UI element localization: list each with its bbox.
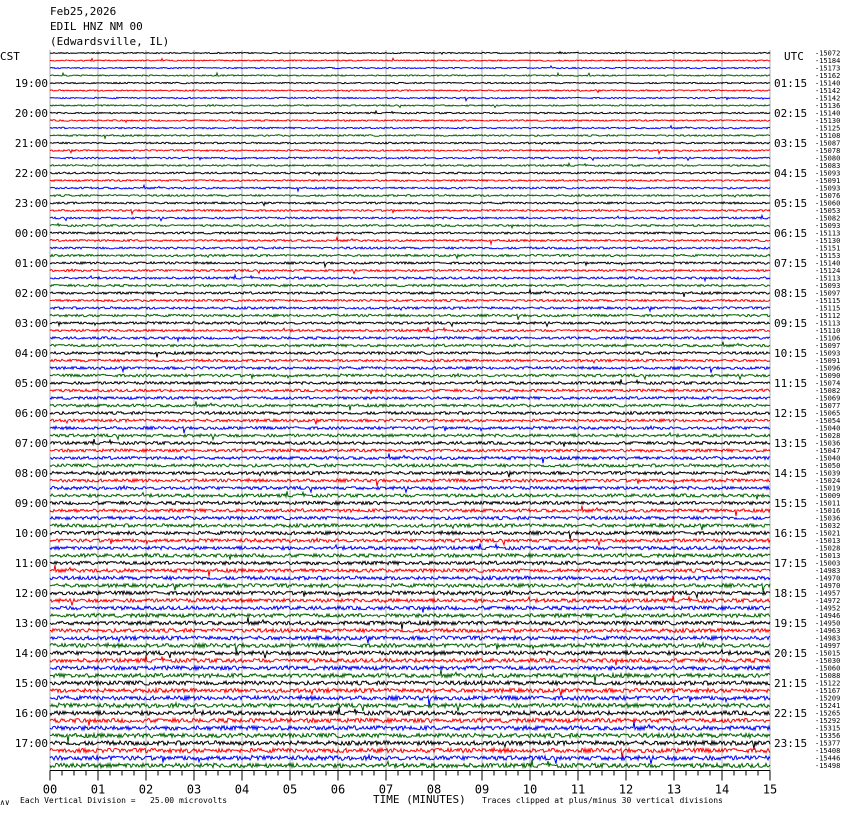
trace-line <box>50 195 770 198</box>
trace-offset-label: -14970 <box>815 582 841 590</box>
left-hour-label: 20:00 <box>14 107 48 120</box>
x-tick-label: 04 <box>234 782 250 797</box>
trace-offset-label: -15498 <box>815 762 841 770</box>
x-axis-title: TIME (MINUTES) <box>373 793 466 806</box>
right-hour-label: 08:15 <box>774 287 808 300</box>
trace-line <box>50 90 770 93</box>
trace-offset-label: -15130 <box>815 117 841 125</box>
trace-line <box>50 760 770 768</box>
right-hour-label: 19:15 <box>774 617 808 630</box>
trace-offset-label: -14983 <box>815 567 841 575</box>
trace-line <box>50 284 770 286</box>
x-tick-label: 06 <box>330 782 346 797</box>
left-hour-label: 23:00 <box>14 197 48 210</box>
header-date: Feb25,2026 <box>50 5 117 18</box>
trace-line <box>50 299 770 301</box>
trace-offset-label: -15093 <box>815 169 841 178</box>
trace-offset-label: -15113 <box>815 274 841 283</box>
right-hour-label: 22:15 <box>774 707 808 720</box>
trace-line <box>50 617 770 629</box>
trace-line <box>50 202 770 206</box>
trace-line <box>50 342 770 347</box>
trace-line <box>50 255 770 259</box>
trace-offset-label: -15065 <box>815 409 841 418</box>
x-tick-label: 12 <box>618 782 634 797</box>
trace-offset-label: -15011 <box>815 499 841 508</box>
trace-line <box>50 397 770 400</box>
trace-offset-label: -15013 <box>815 552 841 560</box>
right-hour-label: 02:15 <box>774 107 808 120</box>
trace-offset-label: -15140 <box>815 109 841 118</box>
left-hour-label: 02:00 <box>14 287 48 300</box>
right-hour-label: 23:15 <box>774 737 808 750</box>
trace-offset-label: -15053 <box>815 207 841 215</box>
trace-offset-label: -15142 <box>815 87 841 95</box>
trace-offset-label: -15096 <box>815 364 841 373</box>
trace-line <box>50 583 770 592</box>
trace-offset-label: -15021 <box>815 529 841 538</box>
trace-offset-label: -15009 <box>815 492 841 500</box>
trace-line <box>50 180 770 182</box>
trace-offset-label: -15113 <box>815 229 841 238</box>
trace-line <box>50 501 770 504</box>
trace-line <box>50 412 770 415</box>
trace-offset-label: -15082 <box>815 214 841 223</box>
trace-line <box>50 538 770 545</box>
right-hour-label: 07:15 <box>774 257 808 270</box>
right-hour-label: 04:15 <box>774 167 808 180</box>
header-location: (Edwardsville, IL) <box>50 35 170 48</box>
trace-line <box>50 307 770 311</box>
trace-offset-label: -15036 <box>815 439 841 448</box>
trace-offset-label: -15241 <box>815 702 841 710</box>
trace-line <box>50 479 770 487</box>
trace-line <box>50 209 770 214</box>
trace-line <box>50 120 770 123</box>
trace-offset-label: -15040 <box>815 424 841 433</box>
left-timezone-label: CST <box>0 50 20 63</box>
right-hour-label: 17:15 <box>774 557 808 570</box>
trace-line <box>50 703 770 711</box>
trace-line <box>50 426 770 433</box>
trace-line <box>50 157 770 160</box>
trace-offset-label: -15091 <box>815 177 841 185</box>
trace-offset-label: -15356 <box>815 732 841 740</box>
trace-line <box>50 352 770 358</box>
trace-line <box>50 359 770 363</box>
left-hour-label: 16:00 <box>14 707 48 720</box>
x-tick-label: 05 <box>282 782 298 797</box>
trace-line <box>50 433 770 440</box>
right-hour-label: 10:15 <box>774 347 808 360</box>
trace-line <box>50 419 770 424</box>
scale-note: Each Vertical Division = 25.00 microvolts <box>20 796 228 805</box>
trace-offset-label: -15069 <box>815 394 841 403</box>
trace-offset-label: -14963 <box>815 627 841 635</box>
trace-offset-label: -15080 <box>815 154 841 163</box>
trace-offset-label: -15097 <box>815 289 841 298</box>
trace-offset-label: -15110 <box>815 327 841 335</box>
trace-line <box>50 290 770 297</box>
trace-line <box>50 576 770 581</box>
trace-line <box>50 321 770 326</box>
left-hour-label: 11:00 <box>14 557 48 570</box>
trace-line <box>50 82 770 83</box>
trace-offset-label: -15036 <box>815 514 841 523</box>
left-hour-label: 14:00 <box>14 647 48 660</box>
left-hour-label: 08:00 <box>14 467 48 480</box>
trace-offset-label: -14950 <box>815 619 841 628</box>
trace-offset-label: -15115 <box>815 304 841 313</box>
trace-offset-label: -15076 <box>815 192 841 200</box>
trace-offset-label: -15003 <box>815 559 841 568</box>
trace-line <box>50 66 770 69</box>
trace-line <box>50 327 770 332</box>
left-hour-label: 13:00 <box>14 617 48 630</box>
trace-line <box>50 52 770 54</box>
trace-line <box>50 142 770 144</box>
x-tick-label: 07 <box>378 782 394 797</box>
trace-line <box>50 215 770 220</box>
right-hour-label: 03:15 <box>774 137 808 150</box>
trace-offset-label: -14997 <box>815 642 841 650</box>
right-hour-label: 12:15 <box>774 407 808 420</box>
trace-offset-label: -15015 <box>815 649 841 658</box>
trace-line <box>50 367 770 373</box>
trace-offset-label: -15016 <box>815 507 841 515</box>
trace-line <box>50 58 770 61</box>
left-hour-label: 21:00 <box>14 137 48 150</box>
trace-line <box>50 73 770 76</box>
trace-offset-label: -14970 <box>815 574 841 583</box>
trace-offset-label: -15130 <box>815 237 841 245</box>
left-hour-label: 10:00 <box>14 527 48 540</box>
trace-line <box>50 247 770 249</box>
x-tick-label: 00 <box>42 782 58 797</box>
trace-offset-label: -15088 <box>815 672 841 680</box>
trace-line <box>50 707 770 715</box>
x-tick-label: 02 <box>138 782 154 797</box>
trace-offset-label: -15019 <box>815 484 841 493</box>
trace-offset-label: -15093 <box>815 349 841 358</box>
left-hour-label: 12:00 <box>14 587 48 600</box>
trace-offset-label: -15093 <box>815 222 841 230</box>
trace-line <box>50 681 770 685</box>
trace-line <box>50 464 770 467</box>
trace-offset-label: -15060 <box>815 664 841 673</box>
left-hour-label: 03:00 <box>14 317 48 330</box>
right-hour-label: 18:15 <box>774 587 808 600</box>
trace-offset-label: -14946 <box>815 612 841 620</box>
trace-offset-label: -15140 <box>815 79 841 88</box>
trace-offset-label: -15125 <box>815 124 841 133</box>
x-tick-label: 13 <box>666 782 682 797</box>
trace-offset-label: -15162 <box>815 72 841 80</box>
trace-offset-label: -15060 <box>815 199 841 208</box>
right-hour-label: 05:15 <box>774 197 808 210</box>
trace-line <box>50 543 770 549</box>
trace-offset-label: -15013 <box>815 537 841 545</box>
trace-offset-label: -15151 <box>815 244 841 253</box>
trace-line <box>50 506 770 516</box>
left-hour-label: 17:00 <box>14 737 48 750</box>
trace-line <box>50 524 770 530</box>
trace-offset-label: -15173 <box>815 64 841 73</box>
trace-offset-label: -15032 <box>815 522 841 530</box>
trace-offset-label: -15090 <box>815 372 841 380</box>
trace-offset-label: -15446 <box>815 754 841 763</box>
trace-offset-label: -15074 <box>815 379 841 388</box>
right-hour-label: 16:15 <box>774 527 808 540</box>
right-hour-label: 15:15 <box>774 497 808 510</box>
trace-offset-label: -15142 <box>815 94 841 103</box>
trace-line <box>50 135 770 139</box>
trace-line <box>50 696 770 706</box>
right-hour-label: 13:15 <box>774 437 808 450</box>
trace-line <box>50 453 770 463</box>
right-timezone-label: UTC <box>784 50 804 63</box>
left-hour-label: 15:00 <box>14 677 48 690</box>
trace-offset-label: -15315 <box>815 724 841 733</box>
trace-offset-label: -15030 <box>815 657 841 665</box>
trace-line <box>50 722 770 731</box>
trace-offset-label: -14957 <box>815 589 841 598</box>
trace-line <box>50 269 770 273</box>
trace-line <box>50 232 770 234</box>
trace-offset-label: -14972 <box>815 597 841 605</box>
trace-offset-label: -15124 <box>815 267 841 275</box>
trace-line <box>50 111 770 114</box>
trace-line <box>50 666 770 670</box>
header-station: EDIL HNZ NM 00 <box>50 20 143 33</box>
trace-line <box>50 314 770 320</box>
trace-offset-label: -15039 <box>815 469 841 478</box>
trace-offset-label: -15028 <box>815 544 841 553</box>
trace-offset-label: -15087 <box>815 139 841 148</box>
trace-offset-label: -15050 <box>815 462 841 470</box>
trace-line <box>50 224 770 228</box>
trace-offset-label: -15112 <box>815 312 841 320</box>
x-tick-label: 10 <box>522 782 538 797</box>
trace-line <box>50 97 770 100</box>
trace-line <box>50 237 770 244</box>
left-hour-label: 19:00 <box>14 77 48 90</box>
left-hour-label: 07:00 <box>14 437 48 450</box>
trace-line <box>50 669 770 682</box>
trace-line <box>50 561 770 565</box>
trace-line <box>50 472 770 478</box>
trace-offset-label: -15167 <box>815 687 841 695</box>
trace-offset-label: -15078 <box>815 147 841 155</box>
trace-offset-label: -15054 <box>815 417 841 425</box>
trace-line <box>50 374 770 379</box>
trace-offset-label: -15209 <box>815 694 841 703</box>
right-hour-label: 20:15 <box>774 647 808 660</box>
trace-line <box>50 185 770 191</box>
trace-offset-label: -15122 <box>815 679 841 688</box>
trace-offset-label: -15024 <box>815 477 841 485</box>
trace-line <box>50 554 770 560</box>
left-hour-label: 01:00 <box>14 257 48 270</box>
trace-line <box>50 105 770 108</box>
trace-offset-label: -15136 <box>815 102 841 110</box>
trace-offset-label: -15083 <box>815 162 841 170</box>
trace-offset-label: -15047 <box>815 447 841 455</box>
left-hour-label: 04:00 <box>14 347 48 360</box>
trace-line <box>50 150 770 154</box>
trace-offset-label: -15106 <box>815 334 841 343</box>
trace-line <box>50 516 770 519</box>
trace-offset-label: -15040 <box>815 454 841 463</box>
right-hour-label: 06:15 <box>774 227 808 240</box>
x-tick-label: 14 <box>714 782 730 797</box>
trace-line <box>50 163 770 166</box>
trace-offset-label: -15097 <box>815 342 841 350</box>
trace-line <box>50 486 770 492</box>
x-tick-label: 03 <box>186 782 202 797</box>
footer-mark: ∧∨ <box>0 798 10 807</box>
trace-offset-label: -15115 <box>815 297 841 305</box>
trace-line <box>50 689 770 697</box>
trace-offset-label: -14983 <box>815 634 841 643</box>
trace-line <box>50 126 770 129</box>
left-hour-label: 22:00 <box>14 167 48 180</box>
clip-note: Traces clipped at plus/minus 30 vertical divisions <box>482 796 723 805</box>
trace-line <box>50 275 770 281</box>
right-hour-label: 14:15 <box>774 467 808 480</box>
x-tick-label: 11 <box>570 782 586 797</box>
trace-line <box>50 606 770 612</box>
trace-line <box>50 337 770 341</box>
trace-offset-label: -15072 <box>815 49 841 58</box>
trace-line <box>50 755 770 764</box>
trace-line <box>50 449 770 452</box>
right-hour-label: 09:15 <box>774 317 808 330</box>
trace-line <box>50 629 770 633</box>
trace-offset-label: -15292 <box>815 717 841 725</box>
trace-line <box>50 401 770 410</box>
trace-offset-label: -15408 <box>815 747 841 755</box>
trace-line <box>50 379 770 384</box>
trace-line <box>50 491 770 499</box>
left-hour-label: 05:00 <box>14 377 48 390</box>
x-tick-label: 15 <box>762 782 778 797</box>
trace-offset-label: -15265 <box>815 709 841 718</box>
right-hour-label: 21:15 <box>774 677 808 690</box>
trace-line <box>50 172 770 175</box>
right-hour-label: 11:15 <box>774 377 808 390</box>
trace-offset-label: -15153 <box>815 252 841 260</box>
trace-offset-label: -14952 <box>815 604 841 613</box>
trace-offset-label: -15093 <box>815 184 841 193</box>
trace-line <box>50 262 770 267</box>
trace-line <box>50 655 770 665</box>
trace-offset-label: -15113 <box>815 319 841 328</box>
x-tick-label: 01 <box>90 782 106 797</box>
left-hour-label: 06:00 <box>14 407 48 420</box>
trace-offset-label: -15077 <box>815 402 841 410</box>
trace-line <box>50 439 770 447</box>
trace-offset-label: -15108 <box>815 132 841 140</box>
right-hour-label: 01:15 <box>774 77 808 90</box>
left-hour-label: 00:00 <box>14 227 48 240</box>
x-tick-label: 09 <box>474 782 490 797</box>
x-tick-label: 08 <box>426 782 442 797</box>
trace-line <box>50 613 770 617</box>
trace-offset-label: -15184 <box>815 57 841 65</box>
trace-line <box>50 531 770 539</box>
trace-line <box>50 636 770 643</box>
trace-offset-label: -15377 <box>815 739 841 748</box>
trace-line <box>50 596 770 606</box>
trace-offset-label: -15140 <box>815 259 841 268</box>
trace-line <box>50 591 770 598</box>
trace-line <box>50 389 770 394</box>
left-hour-label: 09:00 <box>14 497 48 510</box>
trace-line <box>50 718 770 726</box>
trace-offset-label: -15028 <box>815 432 841 440</box>
trace-offset-label: -15093 <box>815 282 841 290</box>
trace-line <box>50 650 770 659</box>
trace-offset-label: -15091 <box>815 357 841 365</box>
trace-offset-label: -15082 <box>815 387 841 395</box>
